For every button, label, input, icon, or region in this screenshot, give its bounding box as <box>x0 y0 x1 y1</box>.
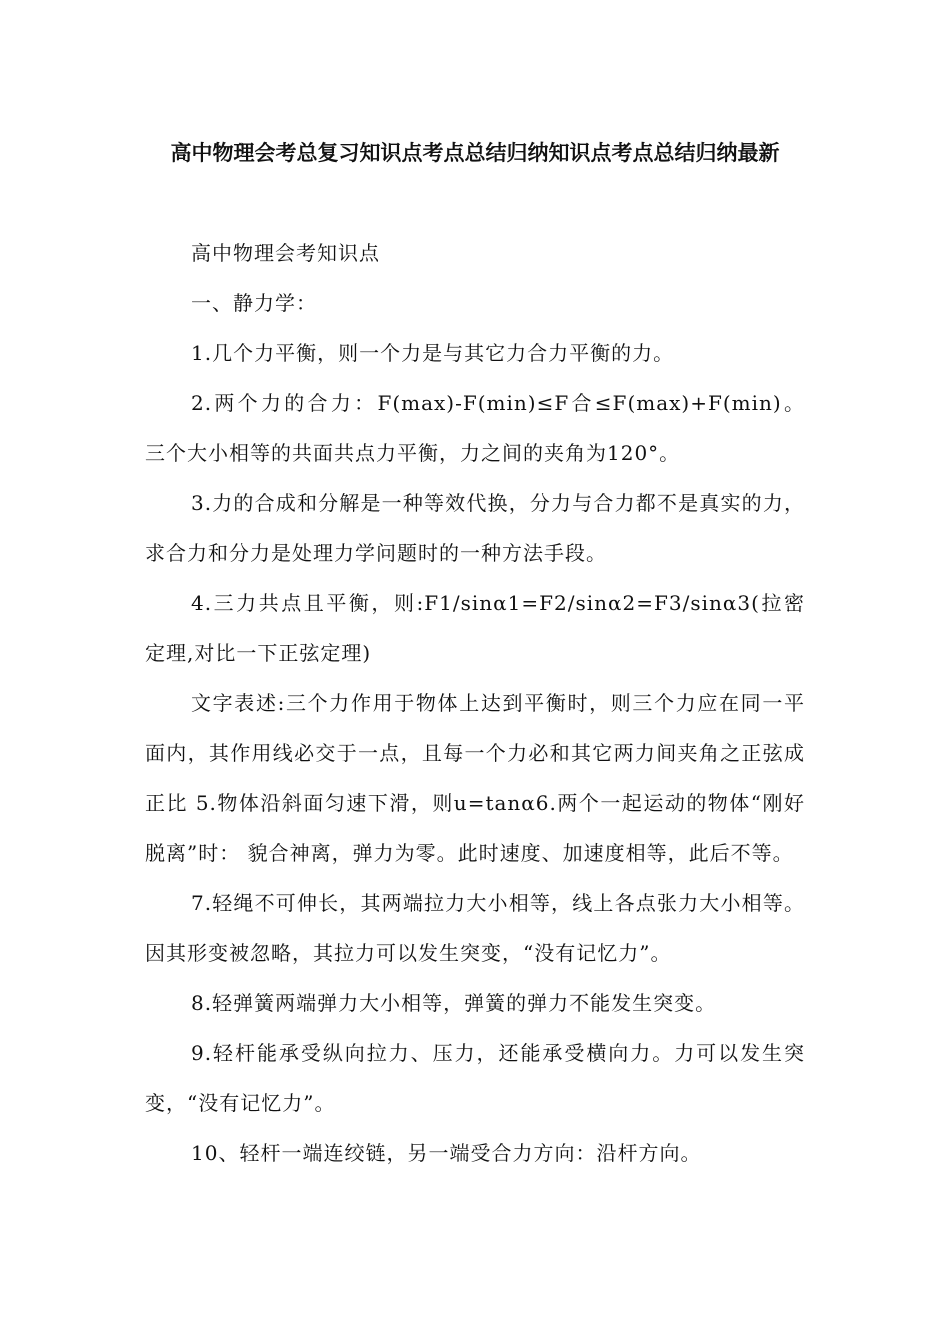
paragraph-text-description: 文字表述:三个力作用于物体上达到平衡时，则三个力应在同一平面内，其作用线必交于一点，且每一个力必和其它两力间夹角之正弦成正比 5.物体沿斜面匀速下滑，则u=tanα6.两个一起运动的物体“刚好脱离”时： 貌合神离，弹力为零。此时速度、加速度相等，此后不等。 <box>145 691 805 865</box>
subsection-heading: 一、静力学： <box>191 291 317 315</box>
paragraph-3: 3.力的合成和分解是一种等效代换，分力与合力都不是真实的力，求合力和分力是处理力学问题时的一种方法手段。 <box>145 491 805 565</box>
paragraph-9: 9.轻杆能承受纵向拉力、压力，还能承受横向力。力可以发生突变，“没有记忆力”。 <box>145 1041 805 1115</box>
section-heading: 高中物理会考知识点 <box>191 241 380 265</box>
paragraph-7: 7.轻绳不可伸长，其两端拉力大小相等，线上各点张力大小相等。因其形变被忽略，其拉力可以发生突变，“没有记忆力”。 <box>145 891 805 965</box>
document-body <box>145 228 805 1178</box>
paragraph-8: 8.轻弹簧两端弹力大小相等，弹簧的弹力不能发生突变。 <box>191 991 717 1015</box>
document-title: 高中物理会考总复习知识点考点总结归纳知识点考点总结归纳最新 <box>170 141 780 165</box>
paragraph-4: 4.三力共点且平衡，则:F1/sinα1=F2/sinα2=F3/sinα3(拉密定理,对比一下正弦定理) <box>145 591 805 665</box>
paragraph-1: 1.几个力平衡，则一个力是与其它力合力平衡的力。 <box>191 341 675 365</box>
paragraph-2: 2.两个力的合力：F(max)-F(min)≤F合≤F(max)+F(min)。 三个大小相等的共面共点力平衡，力之间的夹角为120°。 <box>145 391 805 465</box>
paragraph-10: 10、轻杆一端连绞链，另一端受合力方向：沿杆方向。 <box>191 1141 702 1165</box>
